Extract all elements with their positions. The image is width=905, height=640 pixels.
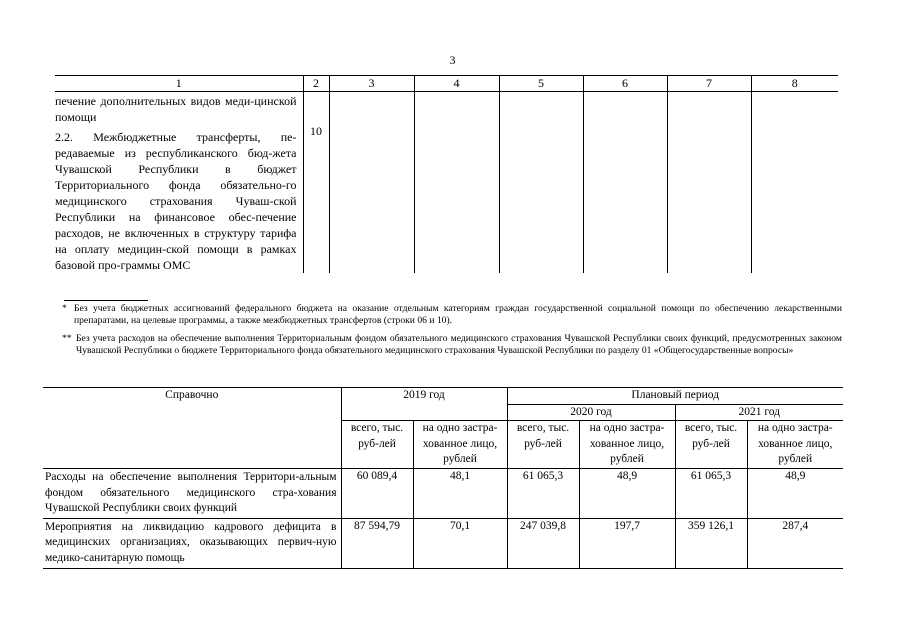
table-row (55, 92, 838, 274)
reference-table (43, 387, 843, 569)
col-header-4: 4 (414, 76, 499, 92)
ref-row-label: Мероприятия на ликвидацию кадрового дефицита в медицинских организациях, оказывающих первич-ную медико-санитарную помощь (43, 518, 341, 568)
ref-col-per-2019: на одно застра-хованное лицо, рублей (413, 421, 507, 469)
footnote-divider (64, 300, 148, 301)
row-number: 10 (303, 92, 329, 274)
ref-cell-2021-total: 61 065,3 (675, 468, 747, 518)
table-row (43, 518, 843, 568)
row-description (55, 92, 303, 274)
ref-cell-2020-per: 197,7 (579, 518, 675, 568)
col-header-8: 8 (751, 76, 838, 92)
col-header-7: 7 (667, 76, 751, 92)
ref-col-total-2021: всего, тыс. руб-лей (675, 421, 747, 469)
ref-cell-2020-total: 247 039,8 (507, 518, 579, 568)
main-table-header-row (55, 76, 838, 92)
ref-col-per-2020: на одно застра-хованное лицо, рублей (579, 421, 675, 469)
row-2-2-text: 2.2. Межбюджетные трансферты, пе-редаваемые из республиканского бюд-жета Чувашской Республики в бюджет Территориального фонда обязательно-го медицинского страхования Чуваш-ской Республики на финансовое обес-печение расходов, не включенных в структуру тарифа на оплату медицин-ской помощи в рамках базовой про-граммы ОМС (55, 130, 297, 272)
ref-cell-2019-per: 70,1 (413, 518, 507, 568)
cell-7 (667, 92, 751, 274)
ref-corner-label: Справочно (43, 388, 341, 469)
ref-col-total-2020: всего, тыс. руб-лей (507, 421, 579, 469)
ref-cell-2019-per: 48,1 (413, 468, 507, 518)
ref-cell-2019-total: 60 089,4 (341, 468, 413, 518)
col-header-3: 3 (329, 76, 414, 92)
col-header-5: 5 (499, 76, 583, 92)
cell-5 (499, 92, 583, 274)
ref-year-2021: 2021 год (675, 404, 843, 421)
page-number: 3 (449, 53, 456, 67)
footnote-text: Без учета расходов на обеспечение выполнения Территориальным фондом обязательного медицинского страхования Чувашской Республики своих функций, предусмотренных законом Чувашской Республики о бюджете Территориального фонда обязательного медицинского страхования Чувашской Республики по разделу 01 «Общегосударственные вопросы» (76, 333, 842, 356)
footnote-marker: * (62, 303, 67, 314)
cell-3 (329, 92, 414, 274)
ref-cell-2021-per: 287,4 (747, 518, 843, 568)
main-table (55, 75, 838, 273)
table-row (43, 468, 843, 518)
footnote-2 (62, 333, 842, 356)
ref-col-total-2019: всего, тыс. руб-лей (341, 421, 413, 469)
footnote-text: Без учета бюджетных ассигнований федерального бюджета на оказание отдельным категориям граждан государственной социальной помощи по обеспечению лекарственными препаратами, на целевые программы, а также межбюджетных трансфертов (строки 06 и 10). (74, 303, 842, 326)
ref-planned-period: Плановый период (507, 388, 843, 405)
ref-header-row-1 (43, 388, 843, 405)
ref-cell-2021-total: 359 126,1 (675, 518, 747, 568)
cell-6 (583, 92, 667, 274)
cell-4 (414, 92, 499, 274)
footnote-marker: ** (62, 333, 72, 344)
ref-year-2020: 2020 год (507, 404, 675, 421)
ref-row-label: Расходы на обеспечение выполнения Территори-альным фондом обязательного медицинского стра-хования Чувашской Республики своих функций (43, 468, 341, 518)
footnote-1 (62, 303, 842, 326)
ref-cell-2019-total: 87 594,79 (341, 518, 413, 568)
ref-cell-2020-per: 48,9 (579, 468, 675, 518)
col-header-2: 2 (303, 76, 329, 92)
ref-col-per-2021: на одно застра-хованное лицо, рублей (747, 421, 843, 469)
ref-cell-2020-total: 61 065,3 (507, 468, 579, 518)
col-header-1: 1 (55, 76, 303, 92)
continued-text: печение дополнительных видов меди-цинской помощи (55, 94, 297, 124)
ref-cell-2021-per: 48,9 (747, 468, 843, 518)
ref-year-2019: 2019 год (341, 388, 507, 421)
col-header-6: 6 (583, 76, 667, 92)
cell-8 (751, 92, 838, 274)
